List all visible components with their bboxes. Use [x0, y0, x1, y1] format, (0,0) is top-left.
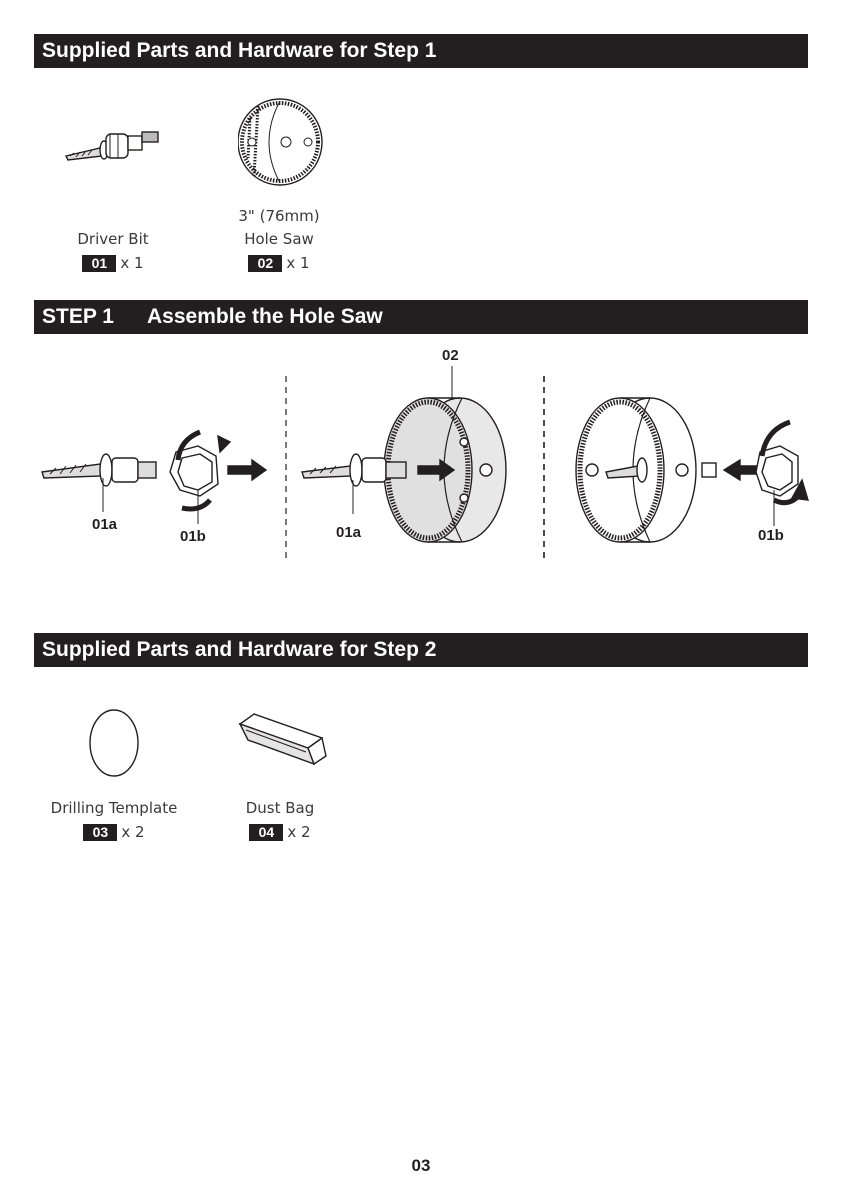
part-code-badge: 01 [82, 255, 116, 272]
part-name: Driver Bit [77, 230, 149, 248]
label-01b: 01b [180, 528, 206, 545]
part-name-line1: 3" (76mm) [238, 207, 320, 225]
part-qty-row [205, 821, 355, 844]
part-hole-saw [204, 205, 354, 275]
hex-nut-icon [756, 422, 808, 503]
part-qty: x 2 [121, 823, 145, 841]
hex-nut-icon [170, 432, 230, 509]
part-name: Drilling Template [50, 799, 178, 817]
driver-bit-icon [60, 112, 165, 172]
hole-saw-icon [576, 398, 716, 542]
drilling-template-icon [86, 708, 142, 778]
part-driver-bit [38, 205, 188, 275]
section1-title: Supplied Parts and Hardware for Step 1 [42, 39, 437, 62]
step1-illustration [30, 340, 820, 570]
part-qty-row [38, 252, 188, 275]
part-qty-row [204, 252, 354, 275]
part-dust-bag [205, 797, 355, 844]
part-code-badge: 02 [248, 255, 282, 272]
part-code-badge: 04 [249, 824, 283, 841]
section2-header [34, 633, 808, 667]
part-name: Hole Saw [244, 230, 314, 248]
step-number: STEP 1 [42, 305, 114, 328]
part-qty: x 2 [287, 823, 311, 841]
part-qty-row [39, 821, 189, 844]
part-code-badge: 03 [83, 824, 117, 841]
label-01b: 01b [758, 527, 784, 544]
driver-bit-icon [42, 454, 156, 486]
part-drilling-template [39, 797, 189, 844]
section2-title: Supplied Parts and Hardware for Step 2 [42, 638, 437, 661]
label-01a: 01a [92, 516, 118, 533]
part-qty: x 1 [286, 254, 310, 272]
label-02: 02 [442, 347, 459, 364]
page-number: 03 [411, 1156, 431, 1175]
part-qty: x 1 [120, 254, 144, 272]
section1-header [34, 34, 808, 68]
label-01a: 01a [336, 524, 362, 541]
part-name: Dust Bag [245, 799, 315, 817]
hole-saw-icon [238, 98, 328, 188]
part-name-line1 [38, 205, 188, 228]
step1-header [34, 300, 808, 334]
step-title: Assemble the Hole Saw [147, 305, 383, 328]
dust-bag-icon [236, 710, 328, 772]
